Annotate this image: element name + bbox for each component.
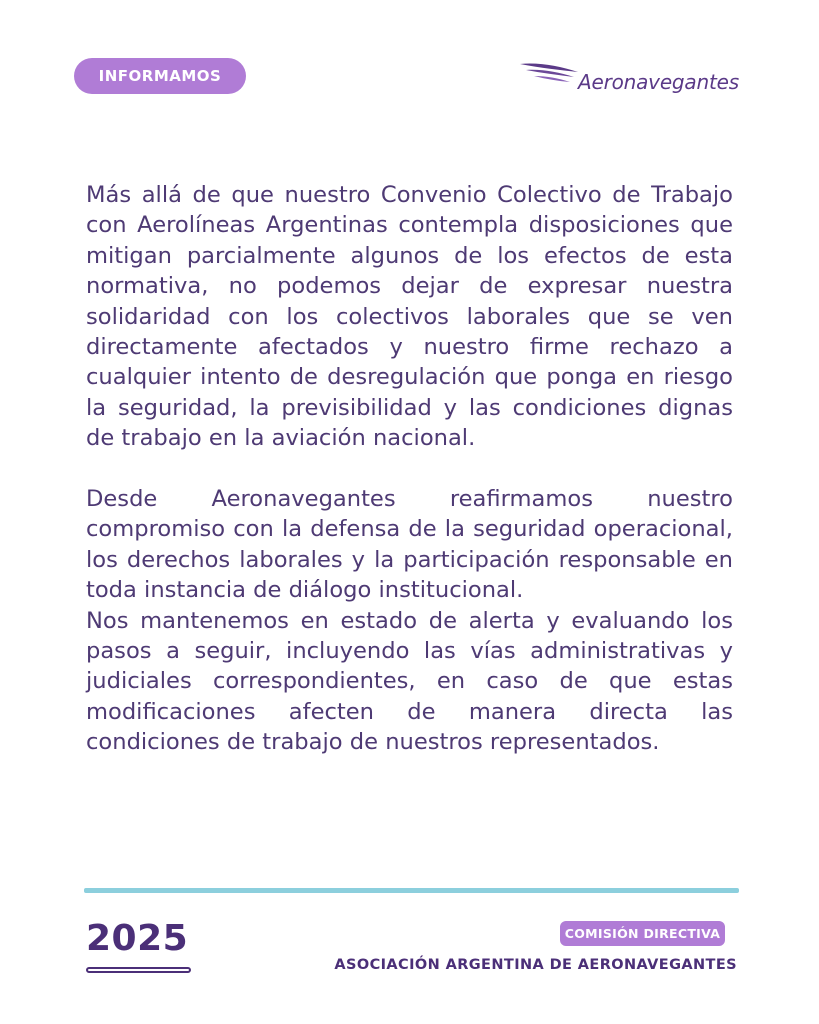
paragraph-spacer	[86, 454, 733, 484]
year: 2025	[86, 918, 189, 959]
informamos-badge-label: INFORMAMOS	[98, 67, 222, 85]
aeronavegantes-logo	[518, 58, 748, 102]
comision-directiva-label: COMISIÓN DIRECTIVA	[564, 926, 721, 941]
paragraph-1: Más allá de que nuestro Convenio Colectivo de Trabajo con Aerolíneas Argentinas contempla disposiciones que mitigan parcialmente algunos de los efectos de esta normativa, no podemos dejar de expresar nuestra solidaridad con los colectivos laborales que se ven directamente afectados y nuestro firme rechazo a cualquier intento de desregulación que ponga en riesgo la seguridad, la previsibilidad y las condiciones dignas de trabajo en la aviación nacional.	[86, 182, 733, 452]
organization-name: ASOCIACIÓN ARGENTINA DE AERONAVEGANTES	[334, 957, 737, 973]
body-text	[86, 180, 733, 758]
comision-directiva-badge	[560, 921, 725, 946]
informamos-badge	[74, 58, 246, 94]
paragraph-3: Nos mantenemos en estado de alerta y evaluando los pasos a seguir, incluyendo las vías administrativas y judiciales correspondientes, en caso de que estas modificaciones afecten de manera directa las condiciones de trabajo de nuestros representados.	[86, 607, 733, 756]
logo-text: Aeronavegantes	[578, 70, 739, 94]
footer-divider	[84, 888, 739, 893]
year-underline	[86, 967, 191, 973]
paragraph-2: Desde Aeronavegantes reafirmamos nuestro compromiso con la defensa de la seguridad operacional, los derechos laborales y la participación responsable en toda instancia de diálogo institucional.	[86, 486, 733, 604]
wings-icon	[518, 60, 580, 90]
